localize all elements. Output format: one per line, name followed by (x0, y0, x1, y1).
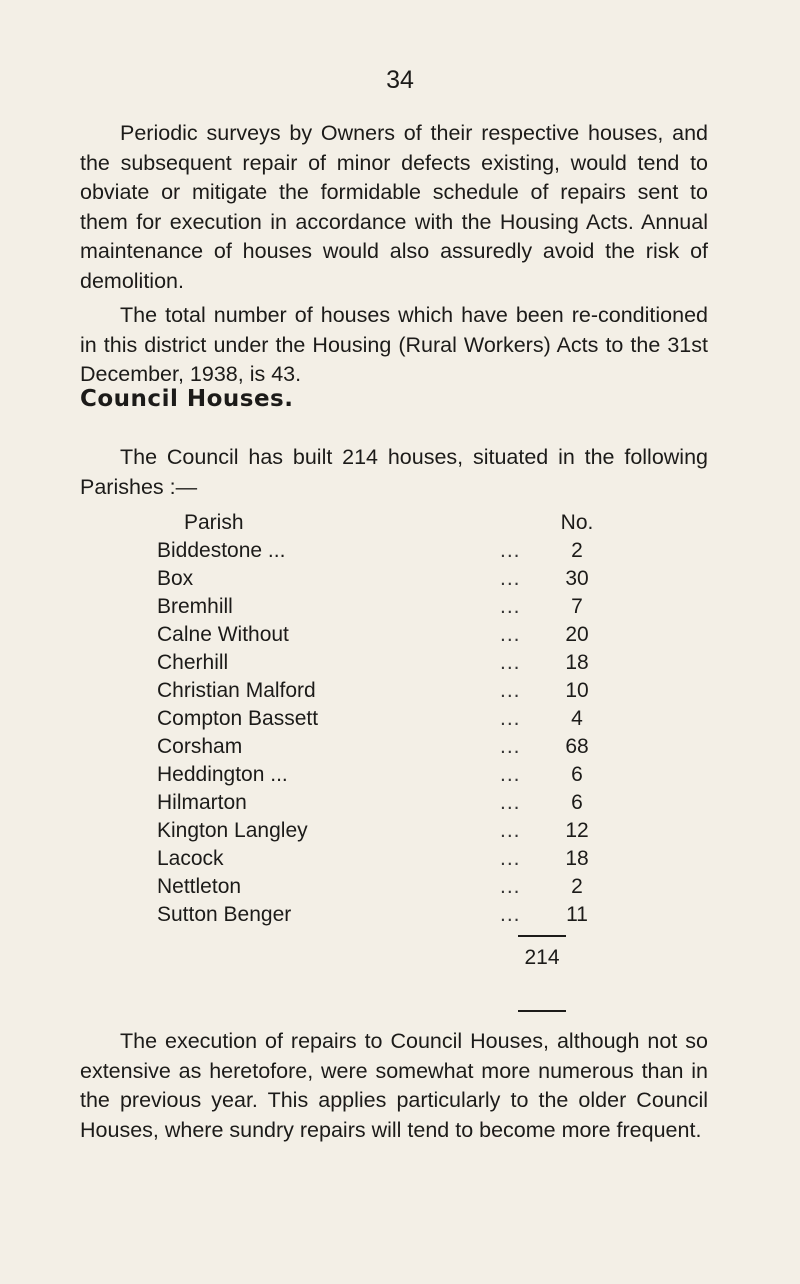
leader-dots: ... (500, 763, 521, 786)
house-count: 10 (565, 679, 589, 702)
house-count: 18 (565, 651, 589, 674)
table-row (157, 845, 589, 873)
paragraph-reconditioned-houses: The total number of houses which have been re-conditioned in this district under the Housing (Rural Workers) Acts to the 31st December, 1938, is 43. (80, 303, 708, 386)
house-count: 2 (571, 875, 583, 898)
house-count: 7 (571, 595, 583, 618)
leader-dots: ... (500, 595, 521, 618)
leader-dots: ... (500, 875, 521, 898)
table-header-row (157, 509, 594, 537)
table-row (157, 817, 589, 845)
parish-name: Biddestone ... (157, 539, 286, 562)
parish-name: Christian Malford (157, 679, 316, 702)
leader-dots: ... (500, 707, 521, 730)
paragraph-periodic-surveys: Periodic surveys by Owners of their respective houses, and the subsequent repair of minor defects existing, would tend to obviate or mitigate the formidable schedule of repairs sent to them for execution in accordance with the Housing Acts. Annual maintenance of houses would also assuredly avoid the risk of demolition. (80, 121, 708, 293)
leader-dots: ... (500, 819, 521, 842)
house-count: 6 (571, 763, 583, 786)
section-heading-council-houses: Council Houses. (80, 386, 294, 412)
parish-name: Lacock (157, 847, 224, 870)
house-count: 20 (565, 623, 589, 646)
parish-name: Box (157, 567, 194, 590)
house-count: 4 (571, 707, 583, 730)
table-row (157, 677, 589, 705)
table-row (157, 901, 588, 929)
table-row (157, 649, 589, 677)
parish-name: Hilmarton (157, 791, 247, 814)
house-count: 18 (565, 847, 589, 870)
house-count: 11 (566, 903, 588, 926)
leader-dots: ... (500, 567, 521, 590)
house-count: 6 (571, 791, 583, 814)
leader-dots: ... (500, 623, 521, 646)
table-total: 214 (524, 946, 560, 969)
leader-dots: ... (500, 679, 521, 702)
table-row (157, 537, 583, 565)
leader-dots: ... (500, 903, 521, 926)
parish-name: Calne Without (157, 623, 289, 646)
table-row (157, 873, 583, 901)
leader-dots: ... (500, 735, 521, 758)
parish-name: Sutton Benger (157, 903, 292, 926)
leader-dots: ... (500, 847, 521, 870)
table-row (157, 761, 583, 789)
page-number: 34 (386, 66, 414, 94)
house-count: 2 (571, 539, 583, 562)
paragraph-council-built: The Council has built 214 houses, situated in the following Parishes :— (80, 445, 708, 499)
leader-dots: ... (500, 539, 521, 562)
house-count: 68 (565, 735, 589, 758)
table-row (157, 593, 583, 621)
house-count: 30 (565, 567, 589, 590)
header-parish: Parish (184, 511, 244, 534)
parish-name: Cherhill (157, 651, 229, 674)
leader-dots: ... (500, 651, 521, 674)
parish-name: Bremhill (157, 595, 233, 618)
table-row (157, 621, 589, 649)
parish-table (157, 509, 594, 929)
parish-name: Corsham (157, 735, 243, 758)
header-no: No. (560, 511, 594, 534)
paragraph-repairs-execution: The execution of repairs to Council Houses, although not so extensive as heretofore, were somewhat more numerous than in the previous year. This applies particularly to the older Council Houses, where sundry repairs will tend to become more frequent. (80, 1029, 708, 1142)
total-rule-top (518, 935, 566, 937)
parish-name: Nettleton (157, 875, 242, 898)
total-rule-bottom (518, 1010, 566, 1012)
leader-dots: ... (500, 791, 521, 814)
table-row (157, 733, 589, 761)
table-row (157, 705, 583, 733)
house-count: 12 (565, 819, 589, 842)
table-row (157, 565, 589, 593)
parish-name: Kington Langley (157, 819, 308, 842)
table-body (157, 537, 589, 929)
parish-name: Heddington ... (157, 763, 288, 786)
parish-name: Compton Bassett (157, 707, 319, 730)
table-row (157, 789, 583, 817)
